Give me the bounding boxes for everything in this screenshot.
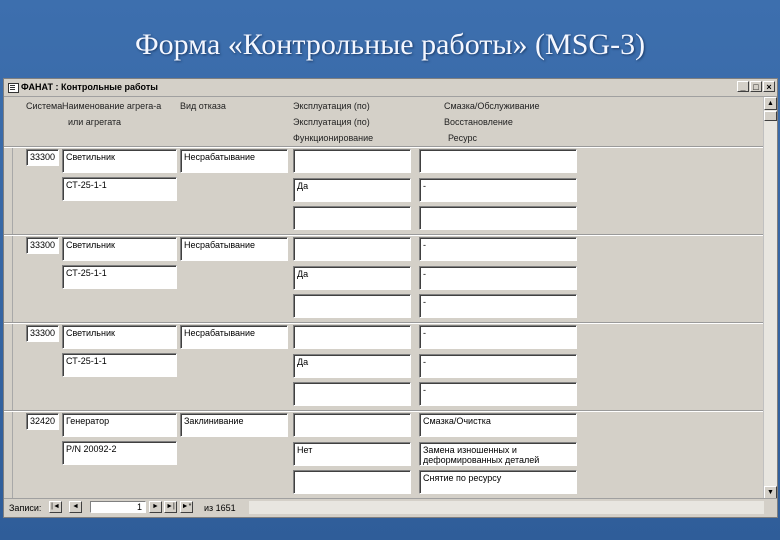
exploit-1-field[interactable] (293, 149, 411, 173)
header-exploit-2: Эксплуатация (по) (293, 117, 370, 127)
service-2-field[interactable]: - (419, 178, 577, 202)
service-1-field[interactable] (419, 149, 577, 173)
exploit-2-field[interactable]: Нет (293, 442, 411, 466)
part-number-field[interactable]: СТ-25-1-1 (62, 177, 177, 201)
record-separator (4, 234, 766, 236)
record-total: из 1651 (204, 503, 236, 513)
first-record-button[interactable]: |◄ (49, 501, 62, 513)
system-field[interactable]: 33300 (26, 237, 59, 254)
new-record-button[interactable]: ►* (180, 501, 193, 513)
exploit-1-field[interactable] (293, 325, 411, 349)
record-selector[interactable] (4, 148, 13, 234)
header-unit-name: Наименование агрега-а (62, 101, 162, 111)
unit-name-field[interactable]: Генератор (62, 413, 177, 437)
header-functioning: Функционирование (293, 133, 374, 143)
form-window (3, 78, 778, 518)
record-selector[interactable] (4, 324, 13, 410)
record-selector[interactable] (4, 412, 13, 498)
header-system: Система (26, 101, 63, 111)
service-2-field[interactable]: Замена изношенных и деформированных деталей (419, 442, 577, 466)
horizontal-scrollbar[interactable] (249, 501, 764, 514)
header-exploit-1: Эксплуатация (по) (293, 101, 370, 111)
header-failure-type: Вид отказа (180, 101, 226, 111)
minimize-button[interactable]: _ (737, 81, 749, 92)
system-field[interactable]: 32420 (26, 413, 59, 430)
header-service-3: Ресурс (448, 133, 478, 143)
system-field[interactable]: 33300 (26, 325, 59, 342)
previous-record-button[interactable]: ◄ (69, 501, 82, 513)
window-title: ФАНАТ : Контрольные работы (21, 82, 158, 92)
functioning-field[interactable] (293, 382, 411, 406)
close-button[interactable]: × (763, 81, 775, 92)
service-2-field[interactable]: - (419, 354, 577, 378)
failure-type-field[interactable]: Заклинивание (180, 413, 288, 437)
slide-title: Форма «Контрольные работы» (MSG-3) (134, 28, 646, 61)
unit-name-field[interactable]: Светильник (62, 237, 177, 261)
header-service-2: Восстановление (444, 117, 513, 127)
scroll-thumb[interactable] (764, 111, 777, 121)
exploit-2-field[interactable]: Да (293, 354, 411, 378)
exploit-1-field[interactable] (293, 237, 411, 261)
service-3-field[interactable]: - (419, 294, 577, 318)
failure-type-field[interactable]: Несрабатывание (180, 237, 288, 261)
part-number-field[interactable]: СТ-25-1-1 (62, 353, 177, 377)
service-3-field[interactable] (419, 206, 577, 230)
last-record-button[interactable]: ►| (164, 501, 177, 513)
form-icon (8, 83, 19, 93)
form-body (4, 97, 766, 499)
record-navigation-bar (4, 498, 777, 517)
record-separator (4, 146, 766, 148)
exploit-1-field[interactable] (293, 413, 411, 437)
unit-name-field[interactable]: Светильник (62, 149, 177, 173)
exploit-2-field[interactable]: Да (293, 266, 411, 290)
record-selector[interactable] (4, 236, 13, 322)
functioning-field[interactable] (293, 470, 411, 494)
service-3-field[interactable]: Снятие по ресурсу (419, 470, 577, 494)
functioning-field[interactable] (293, 294, 411, 318)
window-titlebar[interactable] (4, 79, 777, 97)
failure-type-field[interactable]: Несрабатывание (180, 149, 288, 173)
functioning-field[interactable] (293, 206, 411, 230)
record-separator (4, 410, 766, 412)
unit-name-field[interactable]: Светильник (62, 325, 177, 349)
next-record-button[interactable]: ► (149, 501, 162, 513)
scroll-down-icon[interactable]: ▼ (764, 486, 777, 499)
service-2-field[interactable]: - (419, 266, 577, 290)
part-number-field[interactable]: СТ-25-1-1 (62, 265, 177, 289)
scroll-up-icon[interactable]: ▲ (764, 97, 777, 110)
service-1-field[interactable]: Смазка/Очистка (419, 413, 577, 437)
part-number-field[interactable]: P/N 20092-2 (62, 441, 177, 465)
current-record-input[interactable]: 1 (90, 501, 146, 513)
service-1-field[interactable]: - (419, 237, 577, 261)
failure-type-field[interactable]: Несрабатывание (180, 325, 288, 349)
header-service-1: Смазка/Обслуживание (444, 101, 540, 111)
maximize-button[interactable]: □ (750, 81, 762, 92)
exploit-2-field[interactable]: Да (293, 178, 411, 202)
service-1-field[interactable]: - (419, 325, 577, 349)
system-field[interactable]: 33300 (26, 149, 59, 166)
service-3-field[interactable]: - (419, 382, 577, 406)
header-unit-name-2: или агрегата (68, 117, 122, 127)
records-label: Записи: (9, 503, 42, 513)
vertical-scrollbar[interactable] (763, 97, 777, 499)
record-separator (4, 322, 766, 324)
